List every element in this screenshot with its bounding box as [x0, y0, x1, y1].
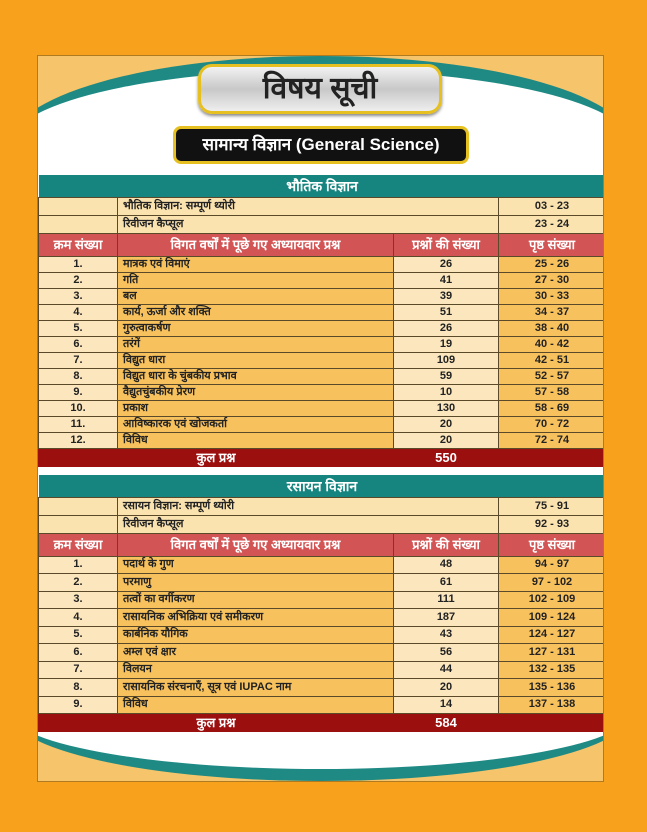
serial: 7.: [39, 352, 118, 368]
empty-cell: [39, 515, 118, 533]
table-row: [39, 336, 605, 352]
chapter: विविध: [118, 696, 394, 714]
section-title: रसायन विज्ञान: [39, 475, 605, 497]
column-header: प्रश्नों की संख्या: [394, 233, 499, 256]
empty-cell: [39, 497, 118, 515]
chapter: विद्युत धारा के चुंबकीय प्रभाव: [118, 368, 394, 384]
table-row: [39, 432, 605, 448]
serial: 9.: [39, 384, 118, 400]
question-count: 111: [394, 591, 499, 609]
chapter: रासायनिक संरचनाएँ, सूत्र एवं IUPAC नाम: [118, 679, 394, 697]
table-row: [39, 288, 605, 304]
table-row: [39, 696, 605, 714]
chemistry-table: [38, 475, 604, 732]
table-row: [39, 679, 605, 697]
serial: 2.: [39, 272, 118, 288]
chapter: विद्युत धारा: [118, 352, 394, 368]
serial: 12.: [39, 432, 118, 448]
pages: 109 - 124: [499, 609, 605, 627]
question-count: 130: [394, 400, 499, 416]
serial: 9.: [39, 696, 118, 714]
column-header: प्रश्नों की संख्या: [394, 533, 499, 556]
revision-row: [39, 215, 605, 233]
table-row: [39, 626, 605, 644]
serial: 7.: [39, 661, 118, 679]
table-row: [39, 556, 605, 574]
chapter: आविष्कारक एवं खोजकर्ता: [118, 416, 394, 432]
pages: 40 - 42: [499, 336, 605, 352]
empty-cell: [499, 714, 605, 732]
empty-cell: [499, 448, 605, 466]
pages: 97 - 102: [499, 574, 605, 592]
question-count: 10: [394, 384, 499, 400]
theory-label: भौतिक विज्ञान: सम्पूर्ण थ्योरी: [118, 197, 499, 215]
pages: 72 - 74: [499, 432, 605, 448]
chapter: परमाणु: [118, 574, 394, 592]
revision-pages: 23 - 24: [499, 215, 605, 233]
question-count: 20: [394, 432, 499, 448]
question-count: 109: [394, 352, 499, 368]
chapter: रासायनिक अभिक्रिया एवं समीकरण: [118, 609, 394, 627]
total-row: [39, 448, 605, 466]
revision-row: [39, 515, 605, 533]
question-count: 26: [394, 320, 499, 336]
pages: 58 - 69: [499, 400, 605, 416]
table-row: [39, 272, 605, 288]
theory-pages: 03 - 23: [499, 197, 605, 215]
serial: 1.: [39, 556, 118, 574]
column-header: क्रम संख्या: [39, 533, 118, 556]
chapter: प्रकाश: [118, 400, 394, 416]
table-row: [39, 320, 605, 336]
pages: 25 - 26: [499, 256, 605, 272]
serial: 4.: [39, 304, 118, 320]
question-count: 56: [394, 644, 499, 662]
physics-table: [38, 175, 604, 467]
chapter: कार्बनिक यौगिक: [118, 626, 394, 644]
question-count: 61: [394, 574, 499, 592]
table-row: [39, 384, 605, 400]
table-row: [39, 609, 605, 627]
table-row: [39, 591, 605, 609]
serial: 5.: [39, 626, 118, 644]
column-header: पृष्ठ संख्या: [499, 533, 605, 556]
pages: 57 - 58: [499, 384, 605, 400]
question-count: 41: [394, 272, 499, 288]
chapter: कार्य, ऊर्जा और शक्ति: [118, 304, 394, 320]
total-label: कुल प्रश्न: [39, 448, 394, 466]
revision-label: रिवीजन कैप्सूल: [118, 215, 499, 233]
table-row: [39, 574, 605, 592]
revision-pages: 92 - 93: [499, 515, 605, 533]
pages: 42 - 51: [499, 352, 605, 368]
chapter: वैद्युतचुंबकीय प्रेरण: [118, 384, 394, 400]
pages: 94 - 97: [499, 556, 605, 574]
chapter: मात्रक एवं विमाएं: [118, 256, 394, 272]
empty-cell: [39, 197, 118, 215]
revision-label: रिवीजन कैप्सूल: [118, 515, 499, 533]
question-count: 39: [394, 288, 499, 304]
pages: 137 - 138: [499, 696, 605, 714]
theory-row: [39, 197, 605, 215]
serial: 11.: [39, 416, 118, 432]
question-count: 20: [394, 416, 499, 432]
question-count: 59: [394, 368, 499, 384]
table-row: [39, 400, 605, 416]
serial: 5.: [39, 320, 118, 336]
section-header: [39, 475, 605, 497]
pages: 102 - 109: [499, 591, 605, 609]
column-header-row: [39, 533, 605, 556]
pages: 135 - 136: [499, 679, 605, 697]
chapter: तरंगें: [118, 336, 394, 352]
chapter: अम्ल एवं क्षार: [118, 644, 394, 662]
serial: 3.: [39, 591, 118, 609]
table-row: [39, 416, 605, 432]
pages: 52 - 57: [499, 368, 605, 384]
serial: 6.: [39, 336, 118, 352]
section-header: [39, 175, 605, 197]
question-count: 48: [394, 556, 499, 574]
serial: 2.: [39, 574, 118, 592]
question-count: 44: [394, 661, 499, 679]
pages: 132 - 135: [499, 661, 605, 679]
pages: 30 - 33: [499, 288, 605, 304]
serial: 1.: [39, 256, 118, 272]
column-header: विगत वर्षों में पूछे गए अध्यायवार प्रश्न: [118, 533, 394, 556]
question-count: 20: [394, 679, 499, 697]
theory-row: [39, 497, 605, 515]
serial: 10.: [39, 400, 118, 416]
section-title: भौतिक विज्ञान: [39, 175, 605, 197]
total-value: 584: [394, 714, 499, 732]
total-row: [39, 714, 605, 732]
pages: 27 - 30: [499, 272, 605, 288]
serial: 8.: [39, 368, 118, 384]
chapter: गुरुत्वाकर्षण: [118, 320, 394, 336]
chapter: विलयन: [118, 661, 394, 679]
theory-label: रसायन विज्ञान: सम्पूर्ण थ्योरी: [118, 497, 499, 515]
table-row: [39, 304, 605, 320]
page-title: विषय सूची: [198, 64, 442, 114]
question-count: 14: [394, 696, 499, 714]
table-row: [39, 352, 605, 368]
question-count: 187: [394, 609, 499, 627]
chapter: बल: [118, 288, 394, 304]
serial: 8.: [39, 679, 118, 697]
table-row: [39, 368, 605, 384]
pages: 38 - 40: [499, 320, 605, 336]
column-header: विगत वर्षों में पूछे गए अध्यायवार प्रश्न: [118, 233, 394, 256]
chapter: विविध: [118, 432, 394, 448]
serial: 3.: [39, 288, 118, 304]
subject-title: सामान्य विज्ञान (General Science): [173, 126, 469, 164]
empty-cell: [39, 215, 118, 233]
pages: 124 - 127: [499, 626, 605, 644]
chapter: तत्वों का वर्गीकरण: [118, 591, 394, 609]
column-header: पृष्ठ संख्या: [499, 233, 605, 256]
pages: 127 - 131: [499, 644, 605, 662]
question-count: 51: [394, 304, 499, 320]
question-count: 19: [394, 336, 499, 352]
question-count: 43: [394, 626, 499, 644]
total-value: 550: [394, 448, 499, 466]
contents-page: [37, 55, 604, 782]
chapter: गति: [118, 272, 394, 288]
total-label: कुल प्रश्न: [39, 714, 394, 732]
column-header-row: [39, 233, 605, 256]
question-count: 26: [394, 256, 499, 272]
serial: 6.: [39, 644, 118, 662]
chapter: पदार्थ के गुण: [118, 556, 394, 574]
table-row: [39, 256, 605, 272]
theory-pages: 75 - 91: [499, 497, 605, 515]
table-row: [39, 661, 605, 679]
serial: 4.: [39, 609, 118, 627]
column-header: क्रम संख्या: [39, 233, 118, 256]
pages: 70 - 72: [499, 416, 605, 432]
pages: 34 - 37: [499, 304, 605, 320]
table-row: [39, 644, 605, 662]
